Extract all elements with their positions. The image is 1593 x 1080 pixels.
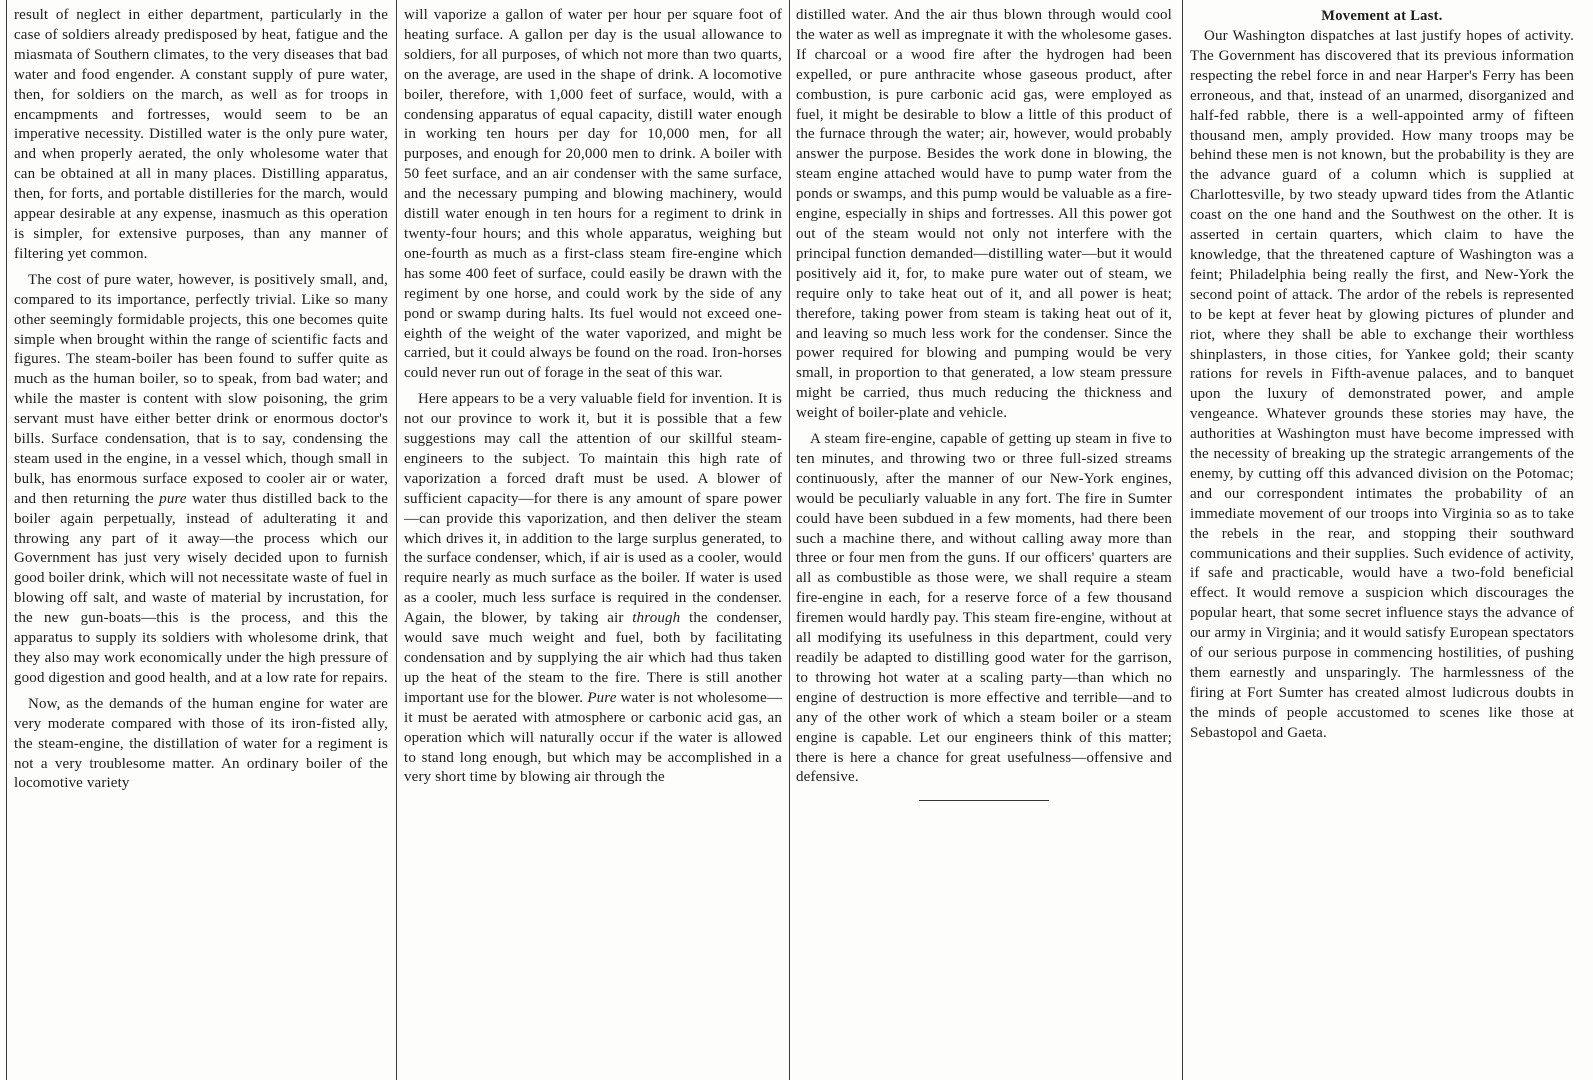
paragraph-text: The cost of pure water, however, is positively small, and, compared to its importance, perfectly trivial. Like so many other seemingly formidable projects, this one becomes quite simple when brought within the range of scientific facts and figures. The steam-boiler has been found to suffer quite as much as the human boiler, so to speak, from bad water; and while the master is content with slow poisoning, the grim servant must have either better drink or enormous doctor's bills. Surface condensation, that is to say, condensing the steam used in the engine, in a vessel which, though small in bulk, has enormous surface exposed to cooler air or water, and then returning the: [14, 271, 388, 507]
paragraph-text: Here appears to be a very valuable field for invention. It is not our province to work it, but it is possible that a few suggestions may call the attention of our skillful steam-engineers to the subject. To maintain this high rate of vaporization a forced draft must be used. A blower of sufficient capacity—for there is any amount of spare power—can provide this vaporization, and then deliver the steam which drives it, in addition to the large surplus generated, to the surface condenser, which, if air is used as a cooler, would require nearly as much surface as the boiler. If water is used as a cooler, much less surface is required in the condenser. Again, the blower, by taking air: [404, 391, 782, 627]
paragraph: result of neglect in either department, particularly in the case of soldiers already predisposed by heat, fatigue and the miasmata of Southern climates, to the very diseases that bad water and food engender. A constant supply of pure water, then, for soldiers on the march, as well as for troops in encampments and fortresses, would seem to be an imperative necessity. Distilled water is the only pure water, and when properly aerated, the only wholesome water that can be obtained at all in many places. Distilling apparatus, then, for forts, and portable distilleries for the march, would appear desirable at any expense, inasmuch as this operation is simpler, for extensive purposes, than any manner of filtering yet common.: [14, 7, 388, 262]
paragraph: will vaporize a gallon of water per hour per square foot of heating surface. A gallon per day is the usual allowance to soldiers, for all purposes, of which not more than two quarts, on the average, are used in the shape of drink. A locomotive boiler, therefore, with 1,000 feet of surface, would, with a condensing apparatus of equal capacity, distill water enough in working ten hours per day for 10,000 men, for all purposes, and enough for 20,000 men to drink. A boiler with 50 feet surface, and an air condenser with the same surface, and the necessary pumping and blowing machinery, would distill water enough in ten hours for a regiment to drink in twenty-four hours; and this whole apparatus, weighing but one-fourth as much as a first-class steam fire-engine which has some 400 feet of surface, could easily be drawn with the regiment by one horse, and could work by the side of any pond or swamp during halts. Its fuel would not exceed one-eighth of the weight of the water vaporized, and might be carried, but it could always be found on the road. Iron-horses could never run out of forage in the seat of this war.: [404, 7, 782, 382]
column-2: [404, 6, 782, 1074]
paragraph: Our Washington dispatches at last justify hopes of activity. The Government has discovered that its previous information respecting the rebel force in and near Harper's Ferry has been erroneous, and that, instead of an unarmed, disorganized and half-fed rabble, there is a well-appointed army of fifteen thousand men, amply provided. How many troops may be behind these men is not known, but the probability is they are the advance guard of a column which is supplied at Charlottesville, by two steady upward tides from the Atlantic coast on the one hand and the Southwest on the other. It is asserted in certain quarters, which claim to have the knowledge, that the threatened capture of Washington was a feint; Philadelphia being really the first, and New-York the second point of attack. The ardor of the rebels is represented to be kept at fever heat by glowing pictures of plunder and riot, where they shall be able to exchange their worthless shinplasters, in those cities, for Yankee gold; their scanty rations for revels in Fifth-avenue palaces, and to banquet upon the luxury of demonstrated power, and ample vengeance. Whatever grounds these stories may have, the authorities at Washington must have become impressed with the necessity of breaking up the strategic arrangements of the enemy, by cutting off this advanced division on the Potomac; and our correspondent intimates the probability of an immediate movement of our troops into Virginia so as to take the rebels in the rear, and stopping their southward communications and their supplies. Such evidence of activity, if safe and practicable, would have a two-fold beneficial effect. It would remove a suspicion which discourages the popular heart, that some secret influence stays the advance of our army in Virginia; and it would satisfy European spectators of our serious purpose in commencing hostilities, of pushing them earnestly and unsparingly. The harmlessness of the firing at Fort Sumter has created almost ludicrous doubts in the minds of people accustomed to scenes like those at Sebastopol and Gaeta.: [1190, 28, 1574, 741]
column-4: [1190, 6, 1574, 1074]
column-rule-1: [396, 0, 397, 1080]
article-end-rule: [919, 800, 1049, 801]
column-rule-3: [1182, 0, 1183, 1080]
column-rule-2: [789, 0, 790, 1080]
left-edge-rule: [6, 0, 7, 1080]
column-3: [796, 6, 1172, 1074]
article-headline: Movement at Last.: [1321, 8, 1443, 24]
italic-word: pure: [159, 490, 187, 507]
paragraph: A steam fire-engine, capable of getting up steam in five to ten minutes, and throwing two or three full-sized streams continuously, after the manner of our New-York engines, would be peculiarly valuable in any fort. The fire in Sumter could have been subdued in a few moments, had there been such a machine there, and without calling away more than three or four men from the guns. If our officers' quarters are all as combustible as those were, we shall require a steam fire-engine in each, for a reserve force of a few thousand firemen would hardly pay. This steam fire-engine, without at all modifying its usefulness in this department, could very readily be adapted to distilling good water for the garrison, to throwing hot water at a scaling party—than which no engine of destruction is more effective and terrible—and to any of the other work of which a steam boiler or a steam engine is capable. Let our engineers think of this matter; there is here a chance for great usefulness—offensive and defensive.: [796, 431, 1172, 786]
paragraph-text: the condenser, would save much weight and fuel, both by facilitating condensation and by supplying the air which had thus taken up the heat of the steam to the fire. There is still another important use for the blower.: [404, 610, 782, 706]
paragraph: [404, 390, 782, 788]
paragraph: [14, 271, 388, 689]
italic-word: Pure: [587, 689, 617, 706]
paragraph: Now, as the demands of the human engine for water are very moderate compared with those of its iron-fisted ally, the steam-engine, the distillation of water for a regiment is not a very troublesome matter. An ordinary boiler of the locomotive variety: [14, 695, 388, 792]
column-1: [14, 6, 388, 1074]
italic-word: through: [632, 610, 681, 627]
paragraph-text: water is not wholesome—it must be aerated with atmosphere or carbonic acid gas, an operation which will naturally occur if the water is allowed to stand long enough, but which may be accomplished in a very short time by blowing air through the: [404, 689, 782, 786]
paragraph: distilled water. And the air thus blown through would cool the water as well as impregnate it with the wholesome gases. If charcoal or a wood fire after the hydrogen had been expelled, or pure anthracite whose gaseous product, after combustion, is pure carbonic acid gas, were employed as fuel, it might be desirable to blow a little of this product of the furnace through the water; air, however, would probably answer the purpose. Besides the work done in blowing, the steam engine attached would have to pump water from the ponds or swamps, and this pump would be valuable as a fire-engine, especially in ships and fortresses. All this power got out of the steam would not only not interfere with the principal function demanded—distilling water—but it would positively aid it, for, to make pure water out of steam, we require only to take heat out of it, and all power is heat; therefore, taking power from steam is taking heat out of it, and leaving so much less work for the condenser. Since the power required for blowing and pumping would be very small, in proportion to that generated, a low steam pressure might be carried, thus much reducing the thickness and weight of boiler-plate and vehicle.: [796, 7, 1172, 422]
paragraph-text: water thus distilled back to the boiler again perpetually, instead of adulterating it and throwing any part of it away—the process which our Government has just very wisely decided upon to furnish good boiler drink, which will not necessitate waste of fuel in blowing off salt, and waste of material by incrustation, for the new gun-boats—this is the process, and this the apparatus to supply its soldiers with wholesome drink, that they also may work economically under the high pressure of good digestion and good health, and at a low rate for repairs.: [14, 490, 388, 686]
